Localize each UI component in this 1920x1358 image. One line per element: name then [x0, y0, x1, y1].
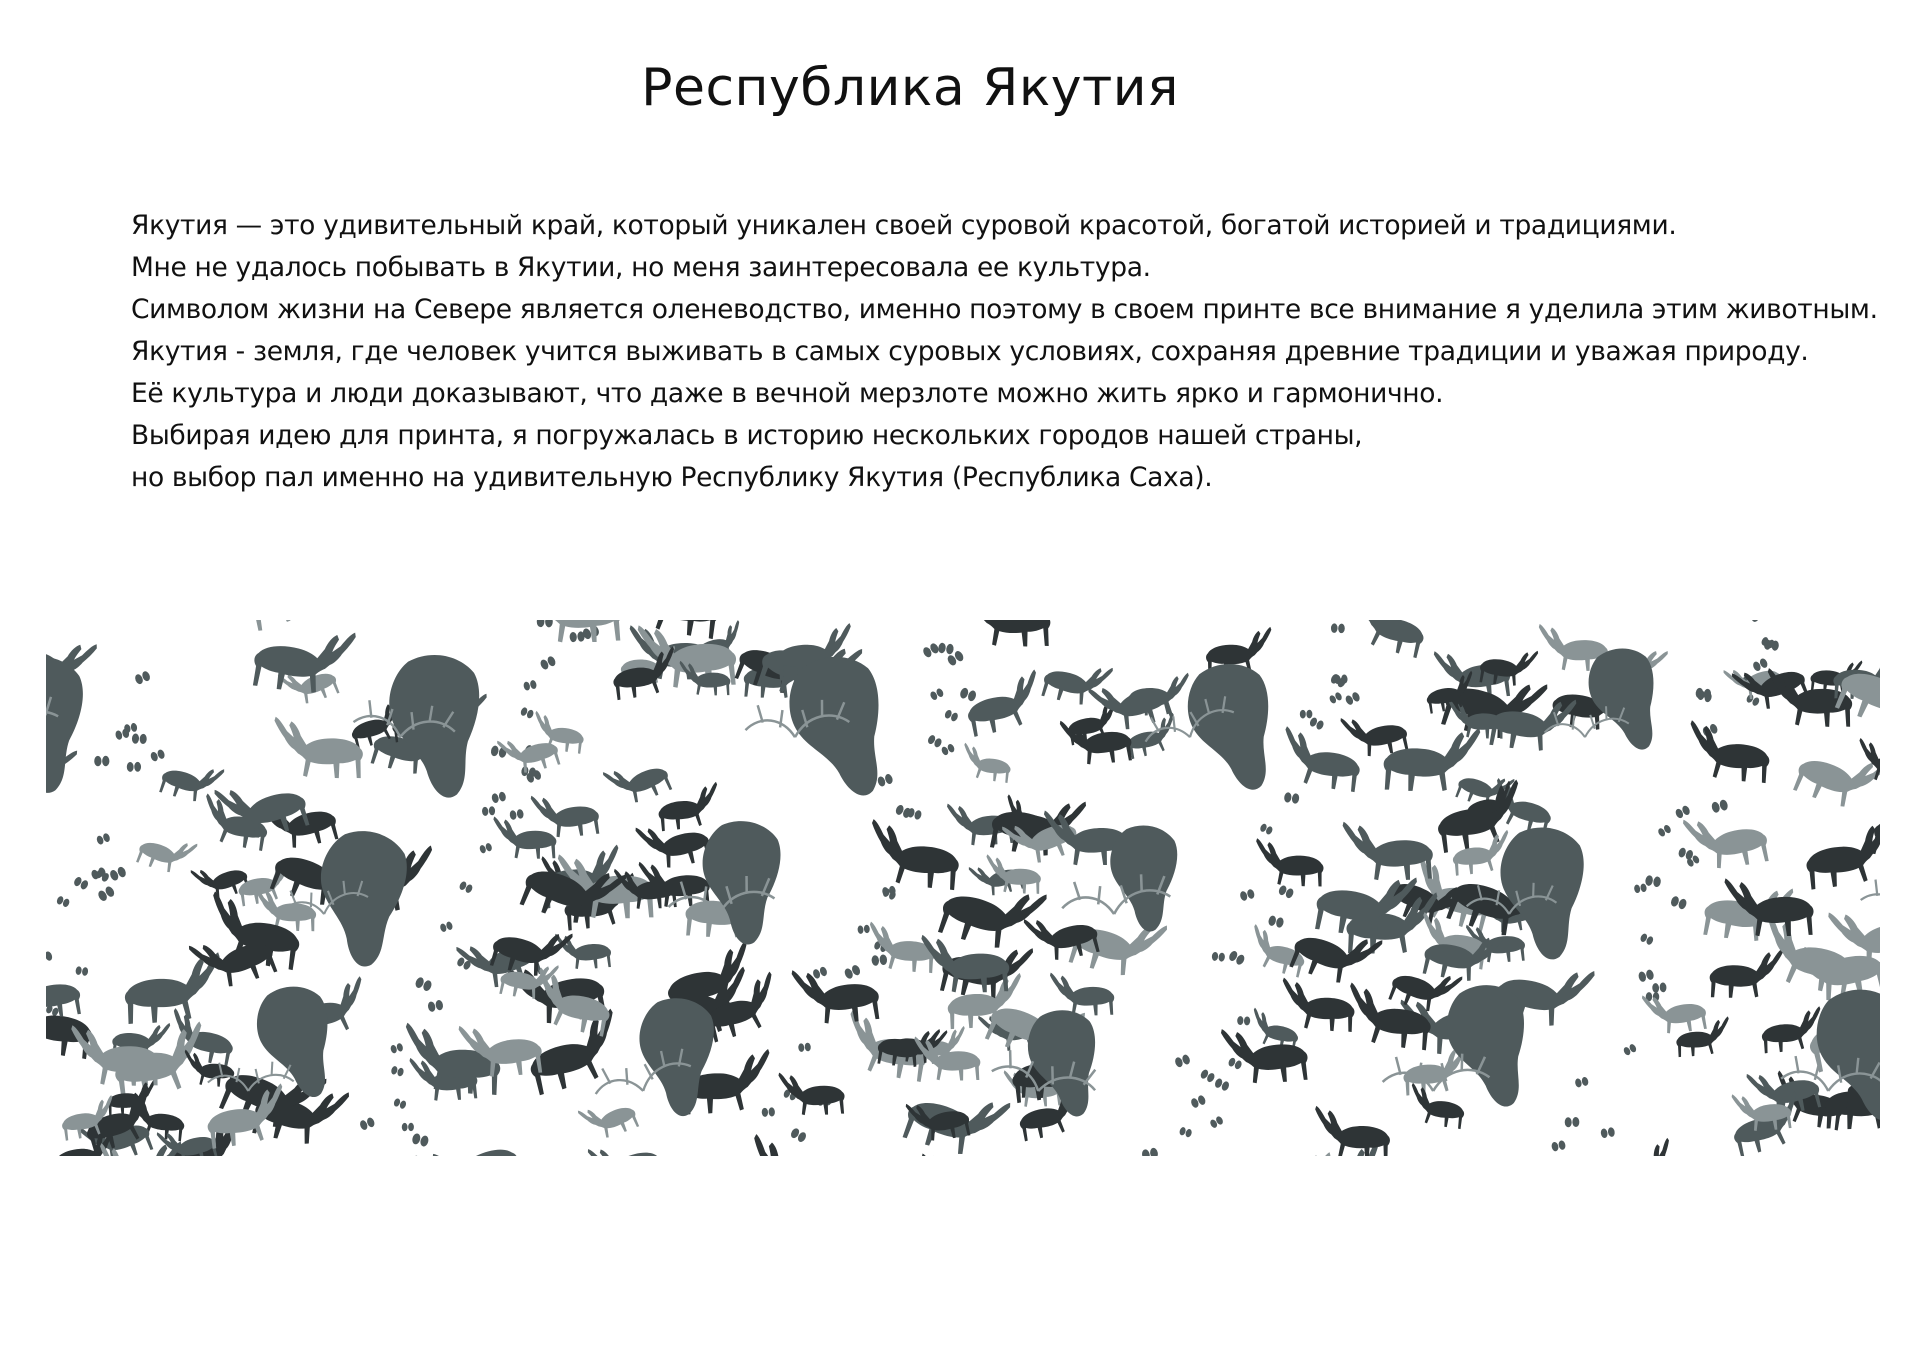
reindeer-print-pattern [46, 620, 1880, 1156]
intro-line: Мне не удалось побывать в Якутии, но меня заинтересовала ее культура. [131, 252, 1151, 283]
intro-line: Якутия - земля, где человек учится выживать в самых суровых условиях, сохраняя древние традиции и уважая природу. [131, 336, 1809, 367]
intro-line: Выбирая идею для принта, я погружалась в историю нескольких городов нашей страны, [131, 420, 1363, 451]
intro-line: Символом жизни на Севере является оленеводство, именно поэтому в своем принте все внимание я уделила этим животным. [131, 294, 1878, 325]
intro-line: Якутия — это удивительный край, который уникален своей суровой красотой, богатой историей и традициями. [131, 210, 1677, 241]
reindeer-pattern-image [46, 620, 1880, 1156]
intro-line: Её культура и люди доказывают, что даже в вечной мерзлоте можно жить ярко и гармонично. [131, 378, 1444, 409]
intro-line: но выбор пал именно на удивительную Республику Якутия (Республика Саха). [131, 462, 1213, 493]
intro-paragraph [131, 205, 1891, 499]
page-title: Республика Якутия [641, 58, 1179, 118]
